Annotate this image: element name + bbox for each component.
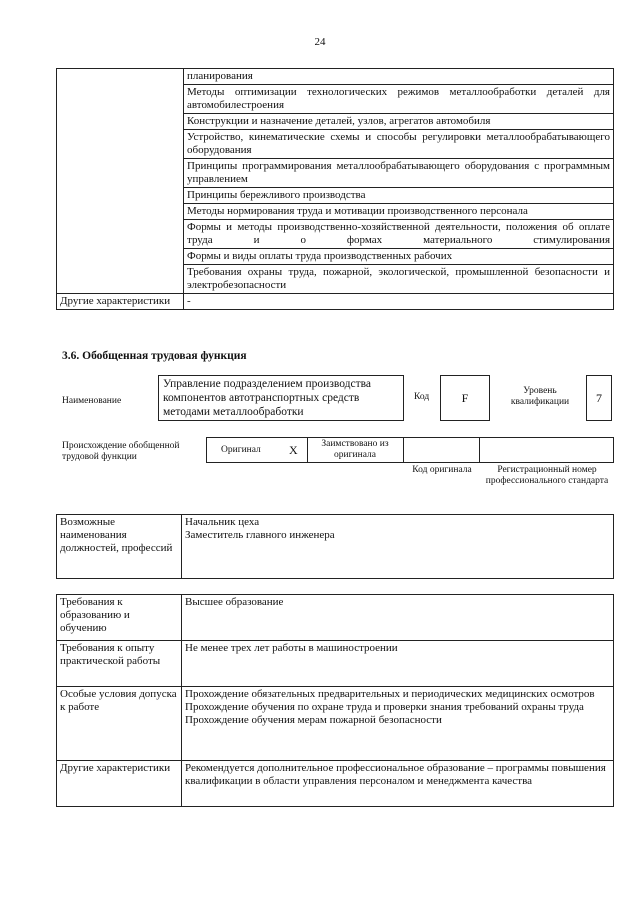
code-original-label: Код оригинала <box>412 465 472 475</box>
education-value: Высшее образование <box>182 595 614 641</box>
reg-number-label: Регистрационный номер профессионального стандарта <box>485 465 609 486</box>
borrowed-label: Заимствовано из оригинала <box>321 439 389 460</box>
education-label: Требования к образованию и обучению <box>57 595 182 641</box>
positions-values <box>182 515 614 579</box>
code-label: Код <box>414 392 430 402</box>
divider <box>479 437 480 463</box>
original-mark: X <box>289 443 298 457</box>
divider <box>403 437 404 463</box>
other-label: Другие характеристики <box>57 294 184 310</box>
original-label: Оригинал <box>221 445 261 455</box>
positions-table <box>56 514 614 579</box>
position-item: Начальник цеха <box>185 516 260 528</box>
knowledge-item: Требования охраны труда, пожарной, экологической, промышленной безопасности и электробезопасности <box>184 265 614 294</box>
origin-table <box>206 437 614 463</box>
admission-item: Прохождение обучения мерам пожарной безопасности <box>185 714 442 726</box>
knowledge-item: Устройство, кинематические схемы и способы регулировки металлообрабатывающего оборудования <box>184 130 614 159</box>
knowledge-item: Формы и методы производственно-хозяйственной деятельности, положения об оплате труда и о формах материального стимулирования <box>184 220 614 249</box>
knowledge-item: Формы и виды оплаты труда производственных рабочих <box>184 249 614 265</box>
positions-label: Возможные наименования должностей, профессий <box>57 515 182 579</box>
divider <box>307 437 308 463</box>
experience-label: Требования к опыту практической работы <box>57 641 182 687</box>
level-label: Уровень квалификации <box>510 386 570 407</box>
empty-cell <box>57 69 184 294</box>
name-label: Наименование <box>62 396 122 406</box>
admission-item: Прохождение обучения по охране труда и проверки знания требований охраны труда <box>185 701 584 713</box>
knowledge-item: Конструкции и назначение деталей, узлов, агрегатов автомобиля <box>184 114 614 130</box>
requirements-table <box>56 594 614 807</box>
knowledge-item: Методы оптимизации технологических режимов металлообработки деталей для автомобилестроения <box>184 85 614 114</box>
admission-values <box>182 687 614 761</box>
other-value: - <box>184 294 614 310</box>
knowledge-item: планирования <box>184 69 614 85</box>
knowledge-table <box>56 68 614 310</box>
other-characteristics-label: Другие характеристики <box>57 761 182 807</box>
function-name: Управление подразделением производства компонентов автотранспортных средств методами металлообработки <box>158 375 404 421</box>
admission-label: Особые условия допуска к работе <box>57 687 182 761</box>
admission-item: Прохождение обязательных предварительных и периодических медицинских осмотров <box>185 688 595 700</box>
position-item: Заместитель главного инженера <box>185 529 335 541</box>
section-title: 3.6. Обобщенная трудовая функция <box>62 350 247 362</box>
other-characteristics-value: Рекомендуется дополнительное профессиональное образование – программы повышения квалификации в области управления персоналом и менеджмента качества <box>182 761 614 807</box>
knowledge-item: Принципы программирования металлообрабатывающего оборудования с программным управлением <box>184 159 614 188</box>
knowledge-item: Принципы бережливого производства <box>184 188 614 204</box>
page-number: 24 <box>314 36 326 48</box>
experience-value: Не менее трех лет работы в машиностроении <box>182 641 614 687</box>
code-value: F <box>440 375 490 421</box>
knowledge-item: Методы нормирования труда и мотивации производственного персонала <box>184 204 614 220</box>
origin-label: Происхождение обобщенной трудовой функции <box>62 441 180 462</box>
level-value: 7 <box>586 375 612 421</box>
